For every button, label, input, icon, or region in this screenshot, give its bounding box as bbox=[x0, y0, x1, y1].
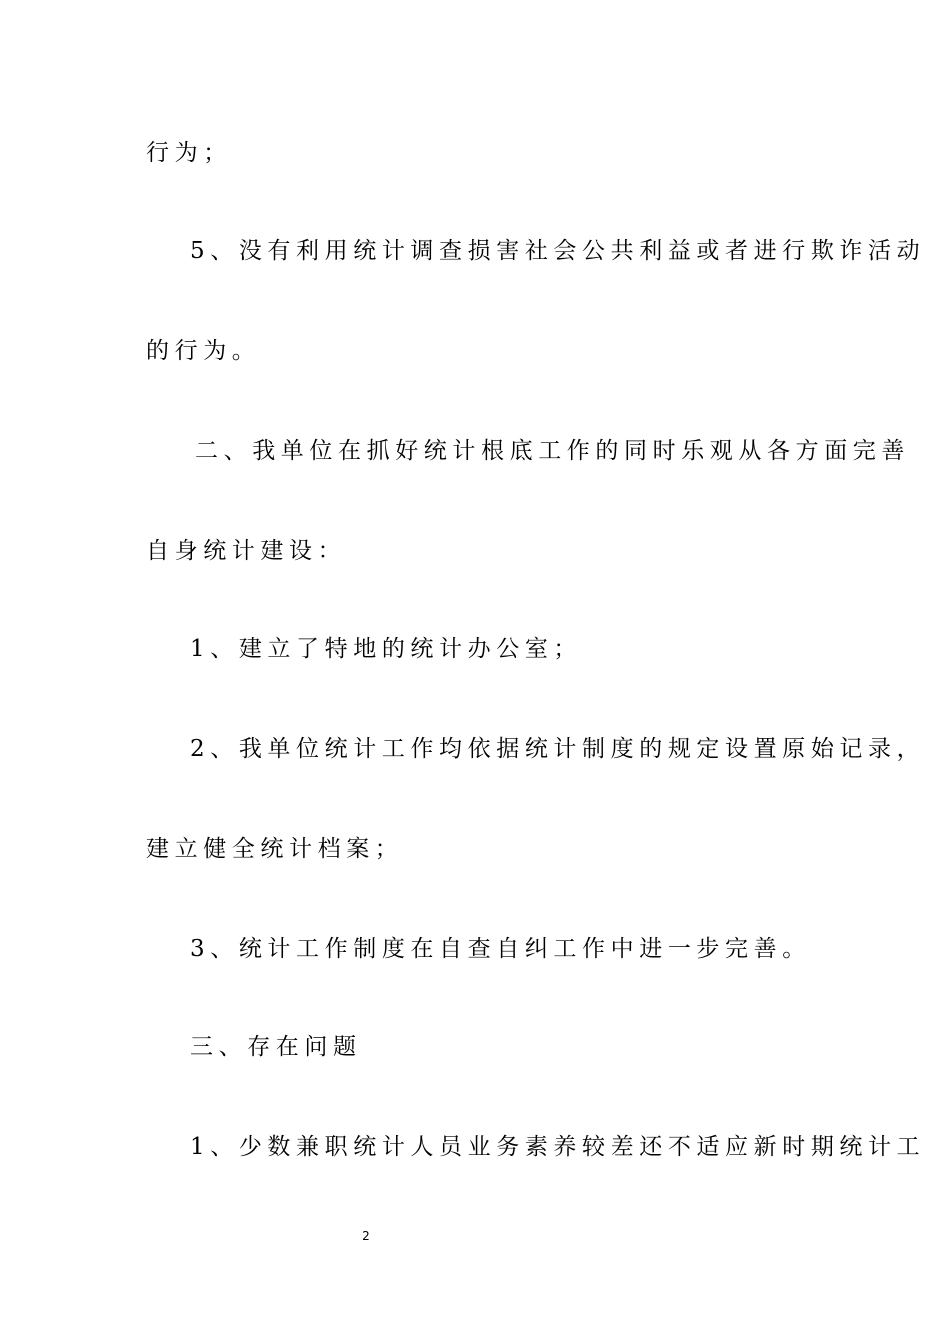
text-line-6: 1、建立了特地的统计办公室； bbox=[190, 636, 583, 662]
text-line-5: 自身统计建设： bbox=[146, 538, 347, 564]
text-line-2: 5、没有利用统计调查损害社会公共利益或者进行欺诈活动 bbox=[190, 238, 926, 264]
text-line-3: 的行为。 bbox=[146, 338, 261, 364]
section-heading-3: 三、存在问题 bbox=[190, 1034, 362, 1060]
text-line-11: 1、少数兼职统计人员业务素养较差还不适应新时期统计工 bbox=[190, 1134, 926, 1160]
text-line-1: 行为； bbox=[146, 140, 232, 166]
section-heading-2: 二、我单位在抓好统计根底工作的同时乐观从各方面完善 bbox=[195, 438, 910, 464]
text-line-9: 3、统计工作制度在自查自纠工作中进一步完善。 bbox=[190, 936, 811, 962]
text-line-8: 建立健全统计档案； bbox=[146, 836, 404, 862]
text-line-7: 2、我单位统计工作均依据统计制度的规定设置原始记录， bbox=[190, 736, 926, 762]
page-number: 2 bbox=[362, 1229, 370, 1243]
